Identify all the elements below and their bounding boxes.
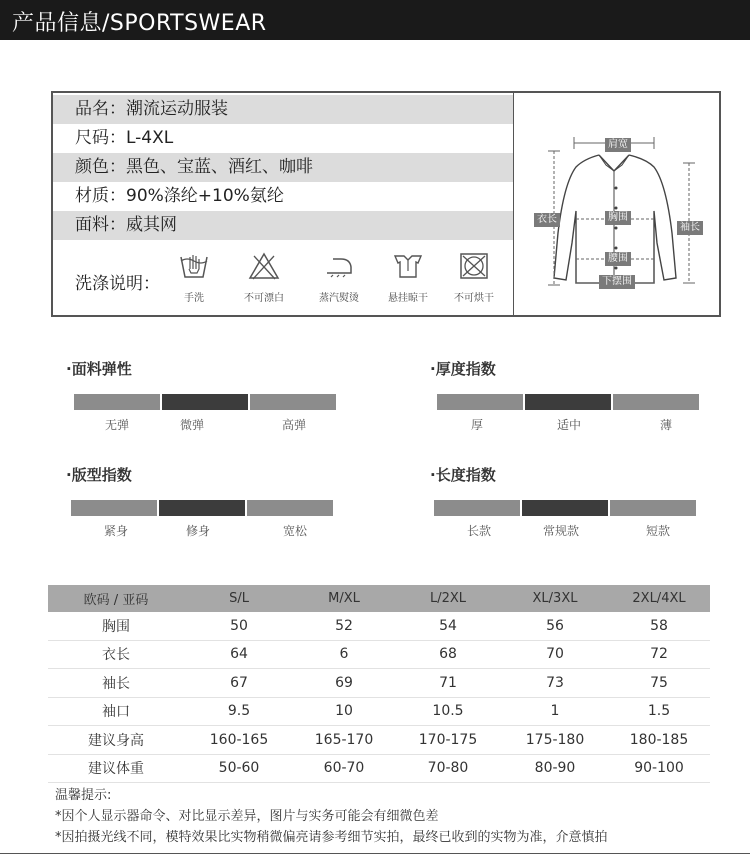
cell: 70-80 bbox=[394, 754, 502, 783]
info-row-material bbox=[53, 182, 513, 211]
size-table bbox=[48, 585, 710, 783]
table-row bbox=[48, 640, 710, 669]
name-label: 品名： bbox=[75, 99, 126, 119]
cell: 165-170 bbox=[294, 726, 394, 755]
fit-labels bbox=[71, 522, 355, 539]
header-size-4: XL/3XL bbox=[502, 585, 608, 612]
notes-line-1: *因个人显示器命令、对比显示差异，图片与实务可能会有细微色差 bbox=[55, 809, 439, 824]
wash-item-steam-iron bbox=[308, 251, 370, 304]
cell: 10 bbox=[294, 697, 394, 726]
cell: 72 bbox=[608, 640, 710, 669]
cell: 56 bbox=[502, 612, 608, 640]
diagram-label-shoulder: 肩宽 bbox=[605, 138, 631, 152]
cell: 180-185 bbox=[608, 726, 710, 755]
elasticity-bar bbox=[74, 394, 336, 410]
notes-line-2: *因拍摄光线不同，模特效果比实物稍微偏亮请参考细节实拍，最终已收到的实物为准，介意慎拍 bbox=[55, 830, 608, 845]
thickness-seg-1 bbox=[437, 394, 523, 410]
cell: 160-165 bbox=[184, 726, 294, 755]
elasticity-title: ·面料弹性 bbox=[66, 360, 132, 378]
thickness-labels bbox=[437, 416, 711, 433]
table-row bbox=[48, 669, 710, 698]
header-size-1: S/L bbox=[184, 585, 294, 612]
cell: 170-175 bbox=[394, 726, 502, 755]
no-tumble-dry-icon bbox=[458, 251, 490, 281]
cell: 6 bbox=[294, 640, 394, 669]
material-label: 材质： bbox=[75, 186, 126, 206]
row-label: 衣长 bbox=[48, 640, 184, 669]
fit-option-2: 修身 bbox=[185, 524, 210, 538]
elasticity-option-3: 高弹 bbox=[281, 418, 306, 432]
size-label: 尺码： bbox=[75, 128, 126, 148]
diagram-label-sleeve: 袖长 bbox=[677, 221, 703, 235]
row-label: 袖长 bbox=[48, 669, 184, 698]
diagram-label-chest: 胸围 bbox=[605, 211, 631, 225]
wash-caption-hang-dry: 悬挂晾干 bbox=[388, 293, 428, 304]
wash-caption-steam-iron: 蒸汽熨烫 bbox=[319, 293, 359, 304]
fit-bar bbox=[71, 500, 333, 516]
length-seg-2 bbox=[522, 500, 608, 516]
wash-item-no-tumble-dry bbox=[443, 251, 505, 304]
wash-label: 洗涤说明： bbox=[75, 274, 160, 294]
cell: 69 bbox=[294, 669, 394, 698]
cell: 75 bbox=[608, 669, 710, 698]
section-header bbox=[0, 0, 750, 40]
length-title: ·长度指数 bbox=[430, 466, 496, 484]
color-label: 颜色： bbox=[75, 157, 126, 177]
no-bleach-icon bbox=[248, 251, 280, 281]
diagram-label-waist: 腰围 bbox=[605, 252, 631, 266]
product-info-box bbox=[51, 91, 721, 317]
wash-caption-hand: 手洗 bbox=[184, 293, 204, 304]
cell: 68 bbox=[394, 640, 502, 669]
diagram-label-length: 衣长 bbox=[534, 213, 560, 227]
cell: 50 bbox=[184, 612, 294, 640]
thickness-option-1: 厚 bbox=[470, 418, 483, 432]
garment-measure-diagram bbox=[514, 93, 719, 315]
fit-option-3: 宽松 bbox=[282, 524, 307, 538]
elasticity-seg-2 bbox=[162, 394, 248, 410]
hand-wash-icon bbox=[178, 251, 210, 281]
length-option-3: 短款 bbox=[645, 524, 670, 538]
fabric-label: 面料： bbox=[75, 215, 126, 235]
name-value: 潮流运动服装 bbox=[126, 99, 228, 119]
thickness-seg-3 bbox=[613, 394, 699, 410]
diagram-label-hem: 下摆围 bbox=[599, 275, 635, 289]
cell: 67 bbox=[184, 669, 294, 698]
row-label: 建议身高 bbox=[48, 726, 184, 755]
thickness-seg-2 bbox=[525, 394, 611, 410]
info-row-color bbox=[53, 153, 513, 182]
elasticity-option-2: 微弹 bbox=[179, 418, 204, 432]
length-seg-1 bbox=[434, 500, 520, 516]
thickness-bar bbox=[437, 394, 699, 410]
fabric-value: 威其网 bbox=[126, 215, 177, 235]
fit-seg-1 bbox=[71, 500, 157, 516]
wash-item-hand bbox=[163, 251, 225, 304]
thickness-option-3: 薄 bbox=[659, 418, 672, 432]
notes bbox=[55, 785, 608, 848]
length-option-2: 常规款 bbox=[542, 524, 579, 538]
size-table-header bbox=[48, 585, 710, 612]
cell: 64 bbox=[184, 640, 294, 669]
wash-caption-no-bleach: 不可漂白 bbox=[244, 293, 284, 304]
fit-option-1: 紧身 bbox=[103, 524, 128, 538]
cell: 70 bbox=[502, 640, 608, 669]
row-label: 胸围 bbox=[48, 612, 184, 640]
table-row bbox=[48, 726, 710, 755]
elasticity-seg-3 bbox=[250, 394, 336, 410]
thickness-title: ·厚度指数 bbox=[430, 360, 496, 378]
table-row bbox=[48, 612, 710, 640]
cell: 175-180 bbox=[502, 726, 608, 755]
info-row-fabric bbox=[53, 211, 513, 240]
section-title: 产品信息/SPORTSWEAR bbox=[12, 11, 267, 36]
info-row-size bbox=[53, 124, 513, 153]
cell: 50-60 bbox=[184, 754, 294, 783]
fit-seg-2 bbox=[159, 500, 245, 516]
header-size-2: M/XL bbox=[294, 585, 394, 612]
elasticity-option-1: 无弹 bbox=[104, 418, 129, 432]
info-row-name bbox=[53, 95, 513, 124]
cell: 10.5 bbox=[394, 697, 502, 726]
header-size-system: 欧码 / 亚码 bbox=[48, 585, 184, 612]
bottom-divider bbox=[0, 853, 750, 854]
cell: 71 bbox=[394, 669, 502, 698]
cell: 1 bbox=[502, 697, 608, 726]
cell: 54 bbox=[394, 612, 502, 640]
cell: 60-70 bbox=[294, 754, 394, 783]
cell: 58 bbox=[608, 612, 710, 640]
fit-seg-3 bbox=[247, 500, 333, 516]
color-value: 黑色、宝蓝、酒红、咖啡 bbox=[126, 157, 313, 177]
cell: 9.5 bbox=[184, 697, 294, 726]
length-bar bbox=[434, 500, 696, 516]
table-row bbox=[48, 697, 710, 726]
row-label: 袖口 bbox=[48, 697, 184, 726]
cell: 73 bbox=[502, 669, 608, 698]
table-row bbox=[48, 754, 710, 783]
material-value: 90%涤纶+10%氨纶 bbox=[126, 186, 284, 206]
elasticity-seg-1 bbox=[74, 394, 160, 410]
fit-title: ·版型指数 bbox=[66, 466, 132, 484]
row-label: 建议体重 bbox=[48, 754, 184, 783]
length-seg-3 bbox=[610, 500, 696, 516]
length-labels bbox=[434, 522, 718, 539]
thickness-option-2: 适中 bbox=[556, 418, 581, 432]
notes-title: 温馨提示: bbox=[55, 788, 112, 803]
cell: 1.5 bbox=[608, 697, 710, 726]
steam-iron-icon bbox=[323, 251, 355, 281]
cell: 90-100 bbox=[608, 754, 710, 783]
product-info-list bbox=[53, 93, 514, 315]
elasticity-labels bbox=[74, 416, 364, 433]
wash-caption-no-tumble-dry: 不可烘干 bbox=[454, 293, 494, 304]
length-option-1: 长款 bbox=[466, 524, 491, 538]
header-size-5: 2XL/4XL bbox=[608, 585, 710, 612]
hang-dry-icon bbox=[392, 251, 424, 281]
wash-item-hang-dry bbox=[377, 251, 439, 304]
size-value: L-4XL bbox=[126, 128, 174, 148]
header-size-3: L/2XL bbox=[394, 585, 502, 612]
cell: 52 bbox=[294, 612, 394, 640]
cell: 80-90 bbox=[502, 754, 608, 783]
wash-item-no-bleach bbox=[233, 251, 295, 304]
